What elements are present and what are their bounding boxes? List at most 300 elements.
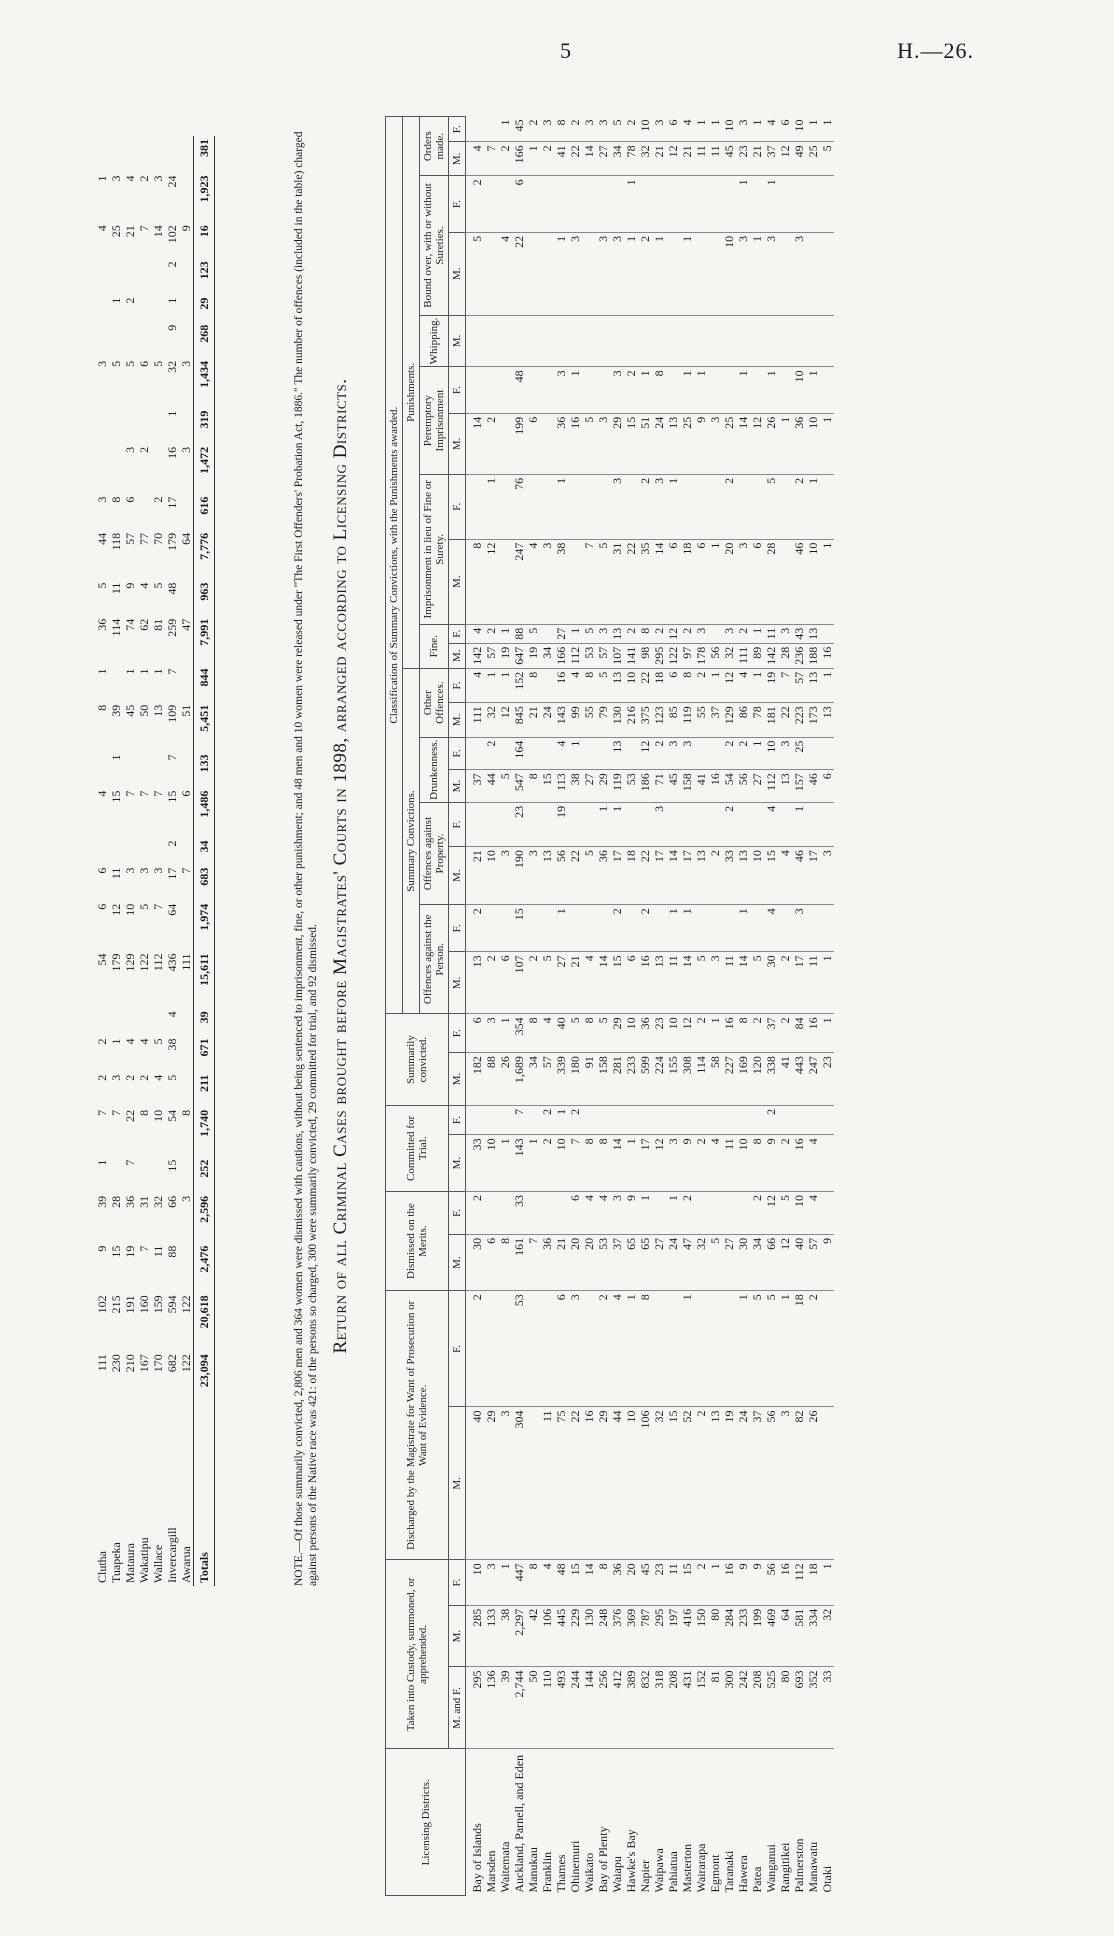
table-cell (151, 1008, 165, 1035)
table-cell: 18 (680, 539, 694, 624)
table-cell: 19 (554, 802, 568, 846)
sex-header: F. (449, 474, 466, 539)
totals-cell: 319 (194, 408, 215, 444)
table-cell (540, 802, 554, 846)
table-cell: 4 (806, 1135, 820, 1192)
totals-cell: 7,991 (194, 616, 215, 666)
table-cell: 1 (736, 905, 750, 952)
table-cell (792, 176, 806, 233)
table-cell: 56 (554, 847, 568, 905)
table-cell: 53 (624, 770, 638, 803)
table-cell: 6 (694, 539, 708, 624)
table-cell: 284 (722, 1605, 736, 1667)
table-cell: 166 (554, 643, 568, 668)
table-cell: 3 (610, 474, 624, 539)
table-cell (179, 837, 194, 864)
table-cell: 159 (151, 1295, 165, 1314)
table-cell: 9 (179, 225, 193, 232)
table-cell: 2 (778, 952, 792, 1014)
table-cell: 34 (750, 1234, 764, 1290)
table-cell: 10 (792, 367, 806, 413)
table-cell: 1 (750, 737, 764, 770)
table-cell: 2 (540, 1135, 554, 1192)
table-cell (568, 802, 582, 846)
table-row (806, 117, 820, 1896)
table-cell: 6 (666, 117, 680, 142)
table-cell: 338 (764, 1053, 778, 1106)
table-cell: 16 (568, 413, 582, 474)
table-cell (806, 737, 820, 770)
table-cell (680, 1105, 694, 1134)
table-cell: 1 (680, 367, 694, 413)
table-cell: 3 (498, 847, 512, 905)
table-cell: 20 (582, 1234, 596, 1290)
table-cell: 181 (764, 703, 778, 737)
table-cell: 107 (610, 643, 624, 668)
table-cell: 2 (568, 1105, 582, 1134)
totals-cell: 2,596 (194, 1193, 215, 1243)
table-cell: 179 (165, 532, 179, 551)
table-cell: 111 (736, 643, 750, 668)
table-cell: 106 (540, 1605, 554, 1667)
table-cell: 7 (179, 867, 193, 874)
table-cell (540, 176, 554, 233)
table-cell: 2 (652, 624, 666, 643)
table-cell: 112 (568, 643, 582, 668)
table-cell: 412 (610, 1667, 624, 1749)
table-cell: 37 (610, 1234, 624, 1290)
table-cell: 10 (666, 1014, 680, 1053)
table-cell: 53 (596, 1234, 610, 1290)
table-cell (764, 315, 778, 367)
table-cell: 27 (596, 142, 610, 176)
table-cell: 2 (778, 1014, 792, 1053)
table-cell: 5 (109, 360, 123, 367)
table-cell: 3 (708, 952, 722, 1014)
table-cell: 118 (109, 532, 123, 551)
table-cell: 3 (736, 117, 750, 142)
table-cell: 8 (582, 1014, 596, 1053)
sex-header: M. (449, 142, 466, 176)
table-cell: 65 (638, 1234, 652, 1290)
table-cell: 22 (568, 142, 582, 176)
table-cell: 24 (736, 1407, 750, 1560)
table-cell: 2 (123, 297, 137, 304)
table-cell: 1 (498, 624, 512, 643)
table-cell: 32 (165, 360, 179, 373)
table-cell: 13 (778, 770, 792, 803)
table-cell: 2 (722, 474, 736, 539)
table-cell (638, 1105, 652, 1134)
table-cell: 32 (484, 703, 498, 737)
table-cell (137, 494, 151, 530)
table-row (179, 136, 194, 1586)
table-cell (820, 1407, 834, 1560)
table-cell (540, 905, 554, 952)
table-cell: 233 (736, 1605, 750, 1667)
sex-header: M. (449, 1605, 466, 1667)
table-cell: 38 (498, 1605, 512, 1667)
table-cell: 3 (596, 117, 610, 142)
table-cell: 2 (540, 1105, 554, 1134)
table-cell: 1 (624, 1135, 638, 1192)
table-cell: 2 (624, 367, 638, 413)
sex-header: F. (449, 1560, 466, 1605)
table-cell: 1 (778, 1291, 792, 1407)
table-cell: 4 (165, 1011, 179, 1018)
table-cell: 143 (512, 1135, 526, 1192)
table-cell: 29 (610, 413, 624, 474)
table-cell (137, 295, 151, 322)
table-cell: 30 (764, 952, 778, 1014)
table-cell: 682 (165, 1354, 179, 1373)
table-cell: 74 (123, 618, 137, 631)
table-cell: 2 (722, 737, 736, 770)
table-cell: 27 (750, 770, 764, 803)
table-cell: 36 (540, 1234, 554, 1290)
table-cell (137, 258, 151, 294)
table-cell (624, 737, 638, 770)
table-cell: 1 (526, 142, 540, 176)
table-cell: 2 (694, 1014, 708, 1053)
table-cell: 1 (568, 624, 582, 643)
table-cell: 21 (568, 952, 582, 1014)
table-cell (820, 367, 834, 413)
table-cell: 5 (610, 117, 624, 142)
table-cell: 215 (109, 1295, 123, 1314)
table-cell: 13 (806, 668, 820, 702)
table-cell (722, 1291, 736, 1407)
table-cell (137, 751, 151, 787)
table-cell: 22 (123, 1109, 137, 1122)
table-cell: 4 (764, 905, 778, 952)
table-cell: 1 (680, 232, 694, 315)
table-cell (109, 258, 123, 294)
table-cell (610, 315, 624, 367)
totals-cell: 7,776 (194, 530, 215, 580)
table-cell: 55 (582, 703, 596, 737)
table-cell: 5 (526, 624, 540, 643)
table-cell (820, 474, 834, 539)
table-cell: 178 (694, 643, 708, 668)
table-cell (466, 1105, 485, 1134)
table-cell: 1 (708, 117, 722, 142)
table-cell: 50 (526, 1667, 540, 1749)
table-cell (568, 176, 582, 233)
table-cell: 8 (638, 624, 652, 643)
table-cell: 375 (638, 703, 652, 737)
table-cell: 10 (736, 1135, 750, 1192)
table-cell (526, 232, 540, 315)
table-cell (109, 322, 123, 358)
table-cell: 16 (554, 668, 568, 702)
table-cell: 29 (484, 1407, 498, 1560)
table-cell: 14 (680, 952, 694, 1014)
table-cell: 10 (484, 847, 498, 905)
table-cell: 14 (582, 1560, 596, 1605)
totals-cell: 2,476 (194, 1243, 215, 1293)
table-cell: 300 (722, 1667, 736, 1749)
table-cell: 14 (610, 1135, 624, 1192)
table-cell (708, 1105, 722, 1134)
table-cell (638, 315, 652, 367)
table-cell (694, 802, 708, 846)
table-cell: 36 (792, 413, 806, 474)
table-cell: 1 (554, 474, 568, 539)
table-cell (582, 905, 596, 952)
table-cell: 1 (708, 1014, 722, 1053)
sex-header: F. (449, 1191, 466, 1234)
table-cell: 2 (466, 905, 485, 952)
table-cell: 186 (638, 770, 652, 803)
table-cell: 27 (582, 770, 596, 803)
table-cell: 4 (95, 225, 109, 232)
table-cell: 295 (652, 643, 666, 668)
table-cell: 46 (806, 770, 820, 803)
table-cell (109, 1008, 123, 1035)
table-cell: 2 (638, 232, 652, 315)
page-number: 5 (560, 38, 571, 63)
table-cell (526, 1407, 540, 1560)
table-cell: 56 (764, 1560, 778, 1605)
table-cell: 88 (165, 1245, 179, 1258)
table-row (554, 117, 568, 1896)
table-cell: 17 (792, 952, 806, 1014)
table-cell: 7 (165, 754, 179, 761)
table-cell: 21 (750, 142, 764, 176)
table-cell (820, 315, 834, 367)
table-cell: 1 (708, 668, 722, 702)
table-cell: 7 (568, 1135, 582, 1192)
table-cell: 21 (652, 142, 666, 176)
table-cell: 28 (778, 643, 792, 668)
table-cell: 3 (179, 360, 193, 367)
table-cell (652, 905, 666, 952)
table-cell: 7 (526, 1234, 540, 1290)
district-name: Clutha (95, 1551, 109, 1583)
table-cell: 98 (638, 643, 652, 668)
table-cell: 3 (109, 175, 123, 182)
table-row (582, 117, 596, 1896)
table-cell: 13 (694, 847, 708, 905)
district-name: Rangitikei (778, 1842, 792, 1893)
table-cell: 26 (498, 1053, 512, 1106)
table-cell: 7 (165, 668, 179, 675)
table-cell: 7 (95, 1109, 109, 1116)
table-cell: 19 (498, 643, 512, 668)
table-row (498, 117, 512, 1896)
table-cell: 47 (680, 1234, 694, 1290)
table-cell: 10 (123, 903, 137, 916)
table-cell: 2 (484, 737, 498, 770)
col-drunkenness: Drunkenness. (420, 737, 449, 802)
table-cell: 42 (526, 1605, 540, 1667)
table-cell: 1 (820, 1560, 834, 1605)
table-cell: 1 (820, 668, 834, 702)
document-code: H.—26. (897, 38, 974, 63)
table-cell (624, 1105, 638, 1134)
table-cell: 6 (466, 1014, 485, 1053)
table-cell: 5 (498, 770, 512, 803)
table-cell: 3 (722, 624, 736, 643)
table-cell: 4 (151, 1074, 165, 1081)
totals-cell: 29 (194, 295, 215, 322)
table-cell: 6 (123, 496, 137, 503)
table-cell: 112 (792, 1560, 806, 1605)
table-cell: 5 (568, 1014, 582, 1053)
table-cell (179, 1072, 194, 1107)
table-cell: 3 (652, 802, 666, 846)
table-cell (466, 737, 485, 770)
table-cell: 5 (540, 952, 554, 1014)
table-cell: 38 (165, 1038, 179, 1051)
table-cell: 167 (137, 1354, 151, 1373)
table-cell: 7 (137, 1245, 151, 1252)
table-cell: 9 (95, 1245, 109, 1252)
table-cell: 12 (666, 624, 680, 643)
table-cell: 65 (624, 1234, 638, 1290)
table-cell: 304 (512, 1407, 526, 1560)
table-cell: 45 (722, 142, 736, 176)
table-cell (582, 474, 596, 539)
table-cell (137, 1157, 151, 1193)
col-against-property: Offences against Property. (420, 802, 449, 904)
table-cell: 436 (165, 953, 179, 972)
table-cell: 10 (466, 1560, 485, 1605)
col-fine: Fine. (420, 624, 449, 668)
table-cell: 285 (466, 1605, 485, 1667)
sex-header: M. (449, 703, 466, 737)
table-cell: 4 (466, 142, 485, 176)
table-cell: 1 (109, 754, 123, 761)
table-cell: 37 (764, 142, 778, 176)
table-cell: 3 (123, 446, 137, 453)
table-cell: 9 (123, 582, 137, 589)
table-cell: 5 (165, 1074, 179, 1081)
table-cell: 25 (109, 225, 123, 238)
sex-header: M. (449, 847, 466, 905)
table-cell: 1 (95, 1159, 109, 1166)
table-cell: 1 (736, 176, 750, 233)
table-cell (137, 837, 151, 864)
table-cell: 4 (708, 1135, 722, 1192)
col-district: Licensing Districts. (386, 1749, 466, 1896)
table-cell: 1 (680, 905, 694, 952)
table-cell: 7 (109, 1109, 123, 1116)
table-cell (820, 232, 834, 315)
table-cell: 33 (722, 847, 736, 905)
table-cell: 78 (750, 703, 764, 737)
totals-cell: 34 (194, 837, 215, 864)
table-cell: 12 (652, 1135, 666, 1192)
table-row (484, 117, 498, 1896)
table-cell: 36 (123, 1195, 137, 1208)
table-cell: 2 (638, 905, 652, 952)
table-cell: 3 (484, 1014, 498, 1053)
table-cell: 114 (694, 1053, 708, 1106)
table-cell (820, 1105, 834, 1134)
table-cell (540, 1191, 554, 1234)
table-cell: 15 (512, 905, 526, 952)
table-cell: 2 (624, 624, 638, 643)
table-cell (666, 367, 680, 413)
table-cell (680, 176, 694, 233)
table-cell: 21 (680, 142, 694, 176)
table-row (526, 117, 540, 1896)
table-cell: 27 (652, 1234, 666, 1290)
table-cell: 7 (137, 790, 151, 797)
table-cell (666, 1105, 680, 1134)
table-cell (610, 1105, 624, 1134)
table-cell: 1 (806, 367, 820, 413)
table-cell: 190 (512, 847, 526, 905)
table-cell (694, 737, 708, 770)
table-cell: 75 (554, 1407, 568, 1560)
table-cell (820, 905, 834, 952)
district-name: Auckland, Parnell, and Eden (512, 1754, 526, 1893)
table-cell: 7 (778, 668, 792, 702)
table-cell: 7 (484, 142, 498, 176)
table-cell (778, 315, 792, 367)
table-cell: 1 (568, 367, 582, 413)
table-cell: 157 (792, 770, 806, 803)
table-cell: 3 (568, 1291, 582, 1407)
table-cell (624, 905, 638, 952)
table-cell (526, 737, 540, 770)
table-cell (722, 1105, 736, 1134)
sex-header: F. (449, 1291, 466, 1407)
table-cell: 8 (596, 1135, 610, 1192)
table-cell: 5 (137, 903, 151, 910)
table-cell (736, 1105, 750, 1134)
table-cell: 13 (708, 1407, 722, 1560)
district-name: Manukau (526, 1847, 540, 1893)
table-cell (179, 295, 194, 322)
table-cell (484, 232, 498, 315)
table-cell (806, 905, 820, 952)
table-cell: 16 (778, 1560, 792, 1605)
table-cell (736, 802, 750, 846)
table-cell: 39 (498, 1667, 512, 1749)
table-cell: 23 (820, 1053, 834, 1106)
table-cell: 33 (820, 1667, 834, 1749)
table-cell (624, 474, 638, 539)
table-cell (540, 668, 554, 702)
district-name: Waikato (582, 1852, 596, 1893)
table-cell: 5 (596, 1014, 610, 1053)
table-cell: 84 (792, 1014, 806, 1053)
table-cell (708, 802, 722, 846)
table-cell: 5 (466, 232, 485, 315)
table-cell: 1 (554, 232, 568, 315)
table-cell: 3 (526, 847, 540, 905)
table-cell: 14 (466, 413, 485, 474)
district-name: Wanganui (764, 1844, 778, 1893)
sex-header: M. (449, 770, 466, 803)
table-cell: 3 (666, 737, 680, 770)
table-cell (526, 905, 540, 952)
table-cell: 4 (137, 582, 151, 589)
table-cell: 4 (582, 952, 596, 1014)
sex-header: F. (449, 905, 466, 952)
col-imprisonment-lieu: Imprisonment in lieu of Fine or Surety. (420, 474, 449, 624)
table-cell: 23 (736, 142, 750, 176)
table-cell (498, 1291, 512, 1407)
table-cell: 223 (792, 703, 806, 737)
table-cell (498, 1191, 512, 1234)
table-cell: 55 (694, 703, 708, 737)
page-title: Return of all Criminal Cases brought before Magistrates' Courts in 1898, arranged according to Licensing Districts. (330, 378, 351, 1354)
